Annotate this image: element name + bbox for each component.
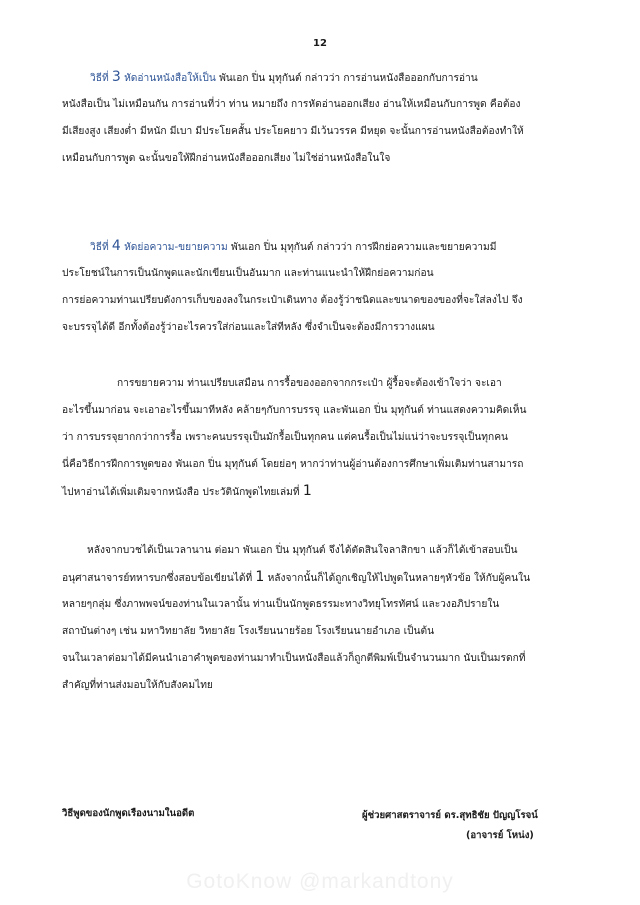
footer-series-title: วิธีพูดของนักพูดเรืองนามในอดีต	[62, 808, 195, 819]
method-3-number: 3	[111, 69, 121, 85]
method-4-section	[62, 233, 622, 341]
bio-text-1: หลังจากบวชได้เป็นเวลานาน ต่อมา พันเอก ปิ่น มุทุกันต์ จึงได้ตัดสินใจลาสิกขา แล้วก็ได้เข้าสอบเป็น	[87, 545, 518, 556]
footer-author-nickname: (อาจารย์ โหน่ง)	[466, 830, 534, 841]
expand-volume-number: 1	[302, 483, 312, 499]
method-3-text-3: มีเสียงสูง เสียงต่ำ มีหนัก มีเบา มีประโยคสั้น ประโยคยาว มีเว้นวรรค มีหยุด จะนั้นการอ่านหนังสือต้องทำให้	[62, 126, 524, 137]
method-3-title: หัดอ่านหนังสือให้เป็น	[124, 73, 216, 84]
method-3-heading-line	[62, 64, 622, 91]
bio-text-3: หลายๆกลุ่ม ซึ่งภาพพจน์ของท่านในเวลานั้น ท่านเป็นนักพูดธรรมะทางวิทยุโทรทัศน์ และวงอภิปรายใน	[62, 599, 500, 610]
method-3-section	[62, 64, 622, 172]
bio-text-5: จนในเวลาต่อมาได้มีคนนำเอาคำพูดของท่านมาทำเป็นหนังสือแล้วก็ถูกตีพิมพ์เป็นจำนวนมาก นับเป็นมรดกที่	[62, 653, 526, 664]
bio-text-2-pre: อนุศาสนาจารย์ทหารบกซึ่งสอบข้อเขียนได้ที่	[62, 573, 253, 584]
bio-section	[62, 537, 622, 699]
method-4-text-4: จะบรรจุได้ดี อีกทั้งต้องรู้ว่าอะไรควรใส่ก่อนและใส่ทีหลัง ซึ่งจำเป็นจะต้องมีการวางแผน	[62, 322, 435, 333]
expand-text-5-pre: ไปหาอ่านได้เพิ่มเติมจากหนังสือ ประวัตินักพูดไทยเล่มที่	[62, 487, 300, 498]
method-3-label: วิธีที่	[90, 73, 109, 84]
expand-text-3: ว่า การบรรจุยากกว่าการรื้อ เพราะคนบรรจุเป็นมักรื้อเป็นทุกคน แต่คนรื้อเป็นไม่แน่ว่าจะบรรจุเป็นทุกคน	[62, 432, 508, 443]
method-4-label: วิธีที่	[90, 242, 109, 253]
method-4-text-3: การย่อความท่านเปรียบดังการเก็บของลงในกระเป๋าเดินทาง ต้องรู้ว่าชนิดและขนาดของของที่จะใส่ลงไป จึง	[62, 295, 523, 306]
method-3-text-2: หนังสือเป็น ไม่เหมือนกัน การอ่านที่ว่า ท่าน หมายถึง การหัดอ่านออกเสียง อ่านให้เหมือนกับการพูด คือต้อง	[62, 99, 521, 110]
method-4-text-1: พันเอก ปิ่น มุทุกันต์ กล่าวว่า การฝึกย่อความและขยายความมี	[231, 242, 497, 253]
method-4-title: หัดย่อความ-ขยายความ	[124, 242, 228, 253]
expand-text-1: การขยายความ ท่านเปรียบเสมือน การรื้อของออกจากกระเป๋า ผู้รื้อจะต้องเข้าใจว่า จะเอา	[117, 378, 502, 389]
footer-author	[362, 806, 538, 846]
method-4-text-2: ประโยชน์ในการเป็นนักพูดและนักเขียนเป็นอันมาก และท่านแนะนำให้ฝึกย่อความก่อน	[62, 268, 434, 279]
bio-text-6: สำคัญที่ท่านส่งมอบให้กับสังคมไทย	[62, 680, 213, 691]
bio-text-2	[62, 564, 622, 591]
method-3-text-1: พันเอก ปิ่น มุทุกันต์ กล่าวว่า การอ่านหนังสือออกกับการอ่าน	[219, 73, 478, 84]
bio-text-2-post: หลังจากนั้นก็ได้ถูกเชิญให้ไปพูดในหลายๆหัวข้อ ให้กับผู้คนใน	[267, 573, 531, 584]
expand-text-4: นี่คือวิธีการฝึกการพูดของ พันเอก ปิ่น มุทุกันต์ โดยย่อๆ หากว่าท่านผู้อ่านต้องการศึกษาเพิ่มเติมท่านสามารถ	[62, 459, 524, 470]
expand-text-5	[62, 478, 622, 505]
method-3-text-4: เหมือนกับการพูด ฉะนั้นขอให้ฝึกอ่านหนังสือออกเสียง ไม่ใช่อ่านหนังสือในใจ	[62, 153, 391, 164]
watermark: GotoKnow @markandtony	[186, 870, 454, 893]
page-number: 12	[313, 38, 327, 49]
expand-section	[62, 370, 622, 505]
expand-text-2: อะไรขึ้นมาก่อน จะเอาอะไรขึ้นมาทีหลัง คล้ายๆกับการบรรจุ และพันเอก ปิ่น มุทุกันต์ ท่านแสดงความคิดเห็น	[62, 405, 527, 416]
bio-text-4: สถาบันต่างๆ เช่น มหาวิทยาลัย วิทยาลัย โรงเรียนนายร้อย โรงเรียนนายอำเภอ เป็นต้น	[62, 626, 435, 637]
bio-rank-number: 1	[255, 569, 265, 585]
footer-author-name: ผู้ช่วยศาสตราจารย์ ดร.สุทธิชัย ปัญญโรจน์	[362, 810, 538, 821]
method-4-number: 4	[111, 238, 121, 254]
method-4-heading-line	[62, 233, 622, 260]
